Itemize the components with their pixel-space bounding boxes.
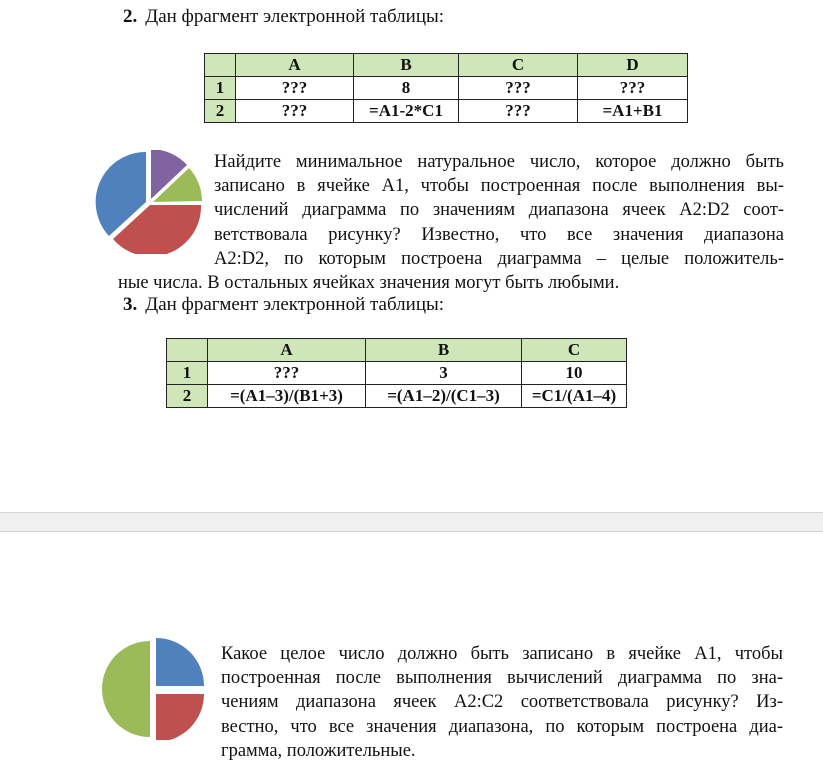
task-3-text-line: вестно, что все значения диапазона, по которым построена диа- bbox=[221, 716, 783, 737]
cell-b2: =A1-2*C1 bbox=[354, 100, 459, 123]
corner-cell bbox=[167, 339, 208, 362]
cell-b1: 3 bbox=[366, 362, 522, 385]
task-3-text-line: построенная после выполнения вычислений диаграмма по зна- bbox=[221, 668, 783, 689]
task-3-spreadsheet bbox=[166, 338, 627, 408]
cell-b2: =(A1–2)/(C1–3) bbox=[366, 385, 522, 408]
task-2-text-line: записано в ячейке A1, чтобы построенная после выполнения вы- bbox=[214, 176, 784, 197]
task-3-paragraph bbox=[221, 642, 783, 763]
corner-cell bbox=[205, 54, 236, 77]
task-2-spreadsheet bbox=[204, 53, 688, 123]
task-2-heading-text: Дан фрагмент электронной таблицы: bbox=[145, 6, 445, 27]
cell-c1: 10 bbox=[522, 362, 627, 385]
page-2 bbox=[0, 532, 823, 760]
task-3-text-line: Какое целое число должно быть записано в ячейке A1, чтобы bbox=[221, 644, 783, 664]
task-3-pie-chart bbox=[98, 638, 208, 740]
column-header-c: C bbox=[522, 339, 627, 362]
task-2-paragraph-tail bbox=[118, 271, 698, 295]
cell-a1: ??? bbox=[236, 77, 354, 100]
cell-a2: ??? bbox=[236, 100, 354, 123]
task-3-heading-text: Дан фрагмент электронной таблицы: bbox=[145, 294, 445, 315]
pie-slice-green bbox=[102, 641, 150, 737]
cell-c2: =C1/(A1–4) bbox=[522, 385, 627, 408]
cell-d2: =A1+B1 bbox=[578, 100, 688, 123]
task-2-text-line: Найдите минимальное натуральное число, которое должно быть bbox=[214, 152, 784, 172]
task-3-heading bbox=[123, 293, 444, 317]
task-3-text-line: чениям диапазона ячеек A2:C2 соответствовала рисунку? Из- bbox=[221, 692, 783, 713]
row-header-1: 1 bbox=[167, 362, 208, 385]
task-3-number: 3. bbox=[123, 294, 138, 315]
column-header-a: A bbox=[236, 54, 354, 77]
column-header-b: B bbox=[354, 54, 459, 77]
task-2-text-line: числений диаграмма по значениям диапазона ячеек A2:D2 соот- bbox=[214, 200, 784, 221]
cell-b1: 8 bbox=[354, 77, 459, 100]
task-2-text-line: A2:D2, по которым построена диаграмма – целые положитель- bbox=[214, 248, 784, 269]
pie-slice-blue bbox=[156, 638, 204, 686]
task-2-heading bbox=[123, 5, 444, 29]
column-header-b: B bbox=[366, 339, 522, 362]
page-break bbox=[0, 512, 823, 532]
cell-a1: ??? bbox=[208, 362, 366, 385]
cell-c2: ??? bbox=[459, 100, 578, 123]
cell-c1: ??? bbox=[459, 77, 578, 100]
task-2-number: 2. bbox=[123, 6, 138, 27]
task-2-text-line: ные числа. В остальных ячейках значения могут быть любыми. bbox=[118, 273, 620, 293]
task-2-pie-chart bbox=[94, 150, 204, 254]
cell-d1: ??? bbox=[578, 77, 688, 100]
task-2-paragraph-block bbox=[214, 150, 784, 271]
row-header-2: 2 bbox=[205, 100, 236, 123]
row-header-1: 1 bbox=[205, 77, 236, 100]
task-2-text-line: ветствовала рисунку? Известно, что все значения диапазона bbox=[214, 224, 784, 245]
column-header-d: D bbox=[578, 54, 688, 77]
cell-a2: =(A1–3)/(B1+3) bbox=[208, 385, 366, 408]
task-3-text-line: грамма, положительные. bbox=[221, 740, 416, 761]
column-header-c: C bbox=[459, 54, 578, 77]
column-header-a: A bbox=[208, 339, 366, 362]
row-header-2: 2 bbox=[167, 385, 208, 408]
pie-slice-red bbox=[156, 694, 204, 740]
